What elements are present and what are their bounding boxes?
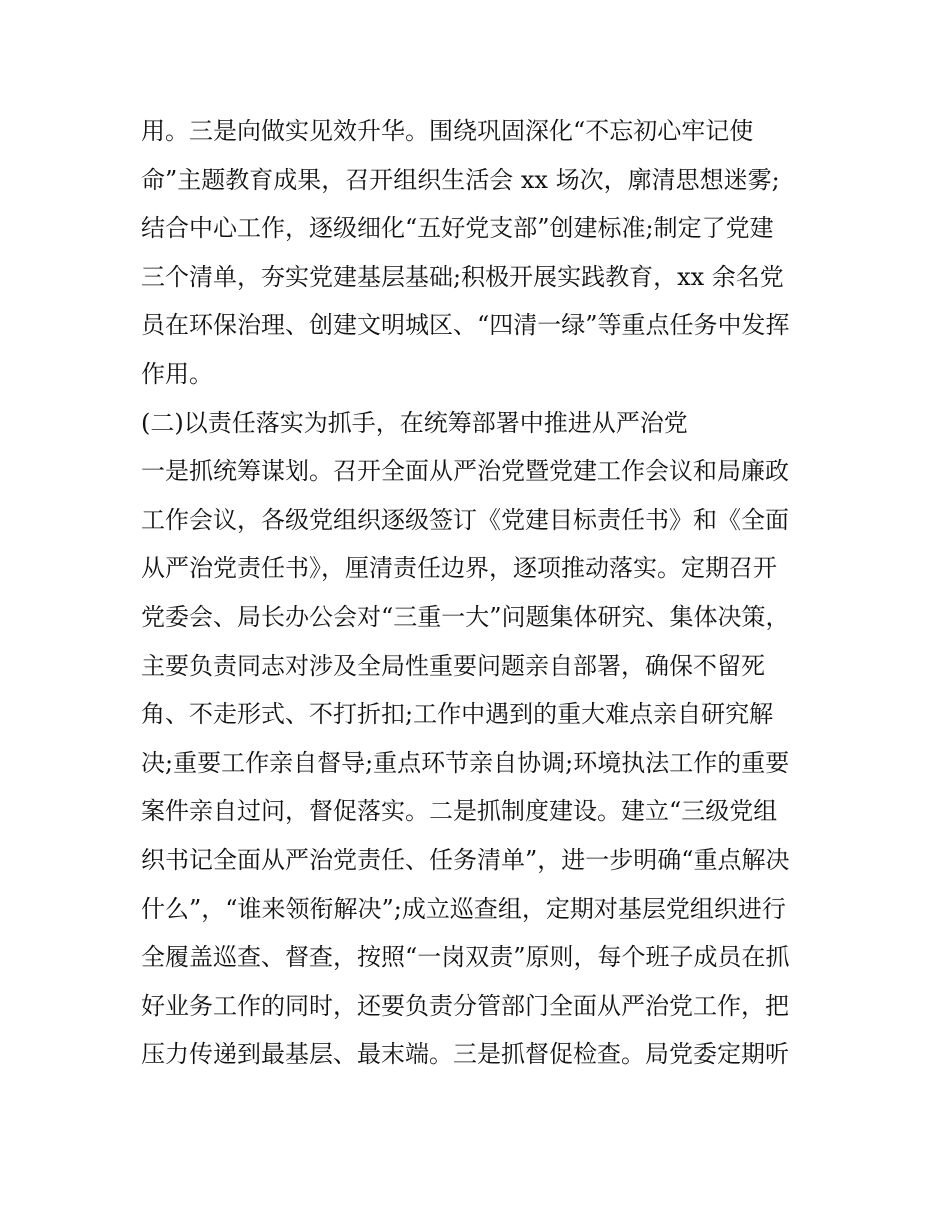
text-line: 好业务工作的同时，还要负责分管部门全面从严治党工作，把 <box>141 991 789 1020</box>
text-line: 用。三是向做实见效升华。围绕巩固深化“不忘初心牢记使 <box>141 117 754 145</box>
text-line: 作用。 <box>141 359 213 388</box>
text-line: 主要负责同志对涉及全局性重要问题亲自部署，确保不留死 <box>141 651 765 680</box>
text-line: 织书记全面从严治党责任、任务清单”，进一步明确“重点解决 <box>141 845 790 874</box>
text-line: 结合中心工作，逐级细化“五好党支部”创建标准;制定了党建 <box>141 214 774 243</box>
text-line: 党委会、局长办公会对“三重一大”问题集体研究、集体决策， <box>141 602 790 631</box>
text-line: 从严治党责任书》，厘清责任边界，逐项推动落实。定期召开 <box>141 554 777 583</box>
text-line: 工作会议，各级党组织逐级签订《党建目标责任书》和《全面 <box>141 505 789 534</box>
text-line: 什么”，“谁来领衔解决”;成立巡查组，定期对基层党组织进行 <box>141 894 786 923</box>
text-line: 角、不走形式、不打折扣;工作中遇到的重大难点亲自研究解 <box>141 700 774 729</box>
text-line: 压力传递到最基层、最末端。三是抓督促检查。局党委定期听 <box>141 1040 789 1069</box>
text-line: 全履盖巡查、督查，按照“一岗双责”原则，每个班子成员在抓 <box>141 943 790 972</box>
text-line: 员在环保治理、创建文明城区、“四清一绿”等重点任务中发挥 <box>141 311 790 340</box>
section-heading: (二)以责任落实为抓手，在统筹部署中推进从严治党 <box>141 408 688 437</box>
body-text <box>141 107 821 1079</box>
text-line: 一是抓统筹谋划。召开全面从严治党暨党建工作会议和局廉政 <box>141 457 789 486</box>
text-line: 三个清单，夯实党建基层基础;积极开展实践教育，xx 余名党 <box>141 262 784 291</box>
text-line: 案件亲自过问，督促落实。二是抓制度建设。建立“三级党组 <box>141 797 778 826</box>
text-line: 命”主题教育成果，召开组织生活会 xx 场次，廓清思想迷雾; <box>141 165 780 194</box>
text-line: 决;重要工作亲自督导;重点环节亲自协调;环境执法工作的重要 <box>141 748 790 777</box>
